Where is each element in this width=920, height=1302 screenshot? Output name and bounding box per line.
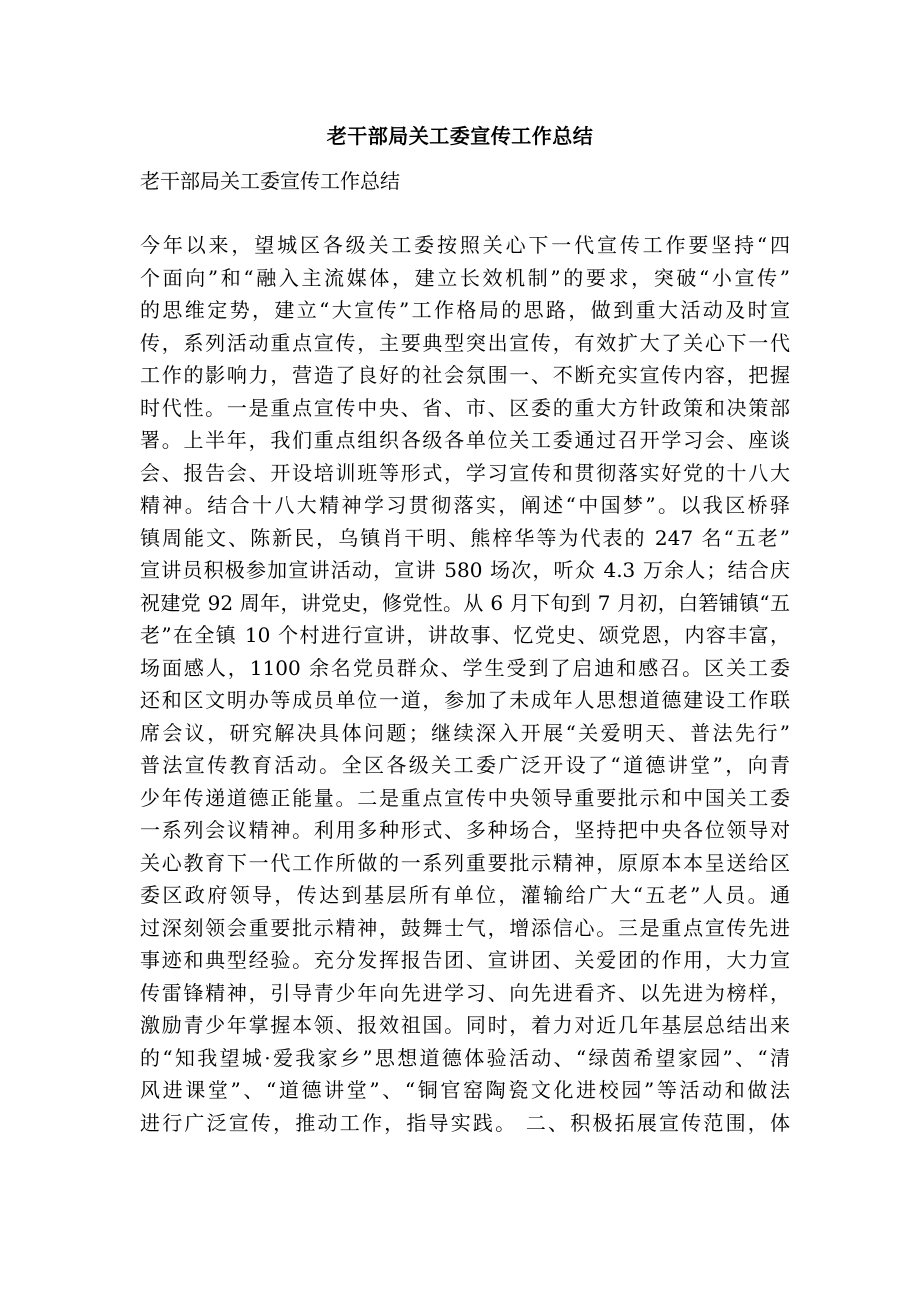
body-line: 的“知我望城·爱我家乡”思想道德体验活动、“绿茵希望家园”、“清 <box>140 1045 790 1070</box>
body-line: 传雷锋精神，引导青少年向先进学习、向先进看齐、以先进为榜样， <box>140 980 790 1005</box>
body-line: 祝建党 92 周年，讲党史，修党性。从 6 月下旬到 7 月初，白箬铺镇“五 <box>140 590 790 615</box>
body-line: 关心教育下一代工作所做的一系列重要批示精神，原原本本呈送给区 <box>140 850 790 875</box>
body-line: 普法宣传教育活动。全区各级关工委广泛开设了“道德讲堂”，向青 <box>140 753 790 777</box>
body-line: 工作的影响力，营造了良好的社会氛围一、不断充实宣传内容，把握 <box>140 363 790 387</box>
body-line: 过深刻领会重要批示精神，鼓舞士气，增添信心。三是重点宣传先进 <box>140 915 790 940</box>
body-line: 一系列会议精神。利用多种形式、多种场合，坚持把中央各位领导对 <box>140 818 790 842</box>
body-line: 事迹和典型经验。充分发挥报告团、宣讲团、关爱团的作用，大力宣 <box>140 948 790 972</box>
body-line: 会、报告会、开设培训班等形式，学习宣传和贯彻落实好党的十八大 <box>140 460 790 485</box>
document-body <box>140 229 790 1139</box>
body-line: 时代性。一是重点宣传中央、省、市、区委的重大方针政策和决策部 <box>140 395 790 420</box>
body-line: 传，系列活动重点宣传，主要典型突出宣传，有效扩大了关心下一代 <box>140 330 790 355</box>
body-line: 激励青少年掌握本领、报效祖国。同时，着力对近几年基层总结出来 <box>140 1013 790 1037</box>
body-line: 精神。结合十八大精神学习贯彻落实，阐述“中国梦”。以我区桥驿 <box>140 493 790 517</box>
body-line: 席会议，研究解决具体问题；继续深入开展“关爱明天、普法先行” <box>140 720 790 745</box>
body-line: 今年以来，望城区各级关工委按照关心下一代宣传工作要坚持“四 <box>140 233 790 257</box>
body-line: 还和区文明办等成员单位一道，参加了未成年人思想道德建设工作联 <box>140 688 790 712</box>
body-line: 宣讲员积极参加宣讲活动，宣讲 580 场次，听众 4.3 万余人；结合庆 <box>140 558 790 582</box>
body-line: 老”在全镇 10 个村进行宣讲，讲故事、忆党史、颂党恩，内容丰富， <box>140 623 790 647</box>
body-line: 少年传递道德正能量。二是重点宣传中央领导重要批示和中国关工委 <box>140 785 790 810</box>
body-line: 镇周能文、陈新民，乌镇肖干明、熊梓华等为代表的 247 名“五老” <box>140 525 790 550</box>
body-line: 风进课堂”、“道德讲堂”、“铜官窑陶瓷文化进校园”等活动和做法 <box>140 1078 790 1102</box>
body-line: 委区政府领导，传达到基层所有单位，灌输给广大“五老”人员。通 <box>140 883 790 907</box>
body-line: 署。上半年，我们重点组织各级各单位关工委通过召开学习会、座谈 <box>140 428 790 452</box>
body-line: 的思维定势，建立“大宣传”工作格局的思路，做到重大活动及时宣 <box>140 298 790 322</box>
document-title: 老干部局关工委宣传工作总结 <box>326 124 594 148</box>
body-line: 个面向”和“融入主流媒体，建立长效机制”的要求，突破“小宣传” <box>140 265 790 290</box>
body-line: 进行广泛宣传，推动工作，指导实践。 二、积极拓展宣传范围，体 <box>140 1110 790 1135</box>
body-line: 场面感人，1100 余名党员群众、学生受到了启迪和感召。区关工委 <box>140 655 790 680</box>
document-subtitle: 老干部局关工委宣传工作总结 <box>140 169 400 193</box>
